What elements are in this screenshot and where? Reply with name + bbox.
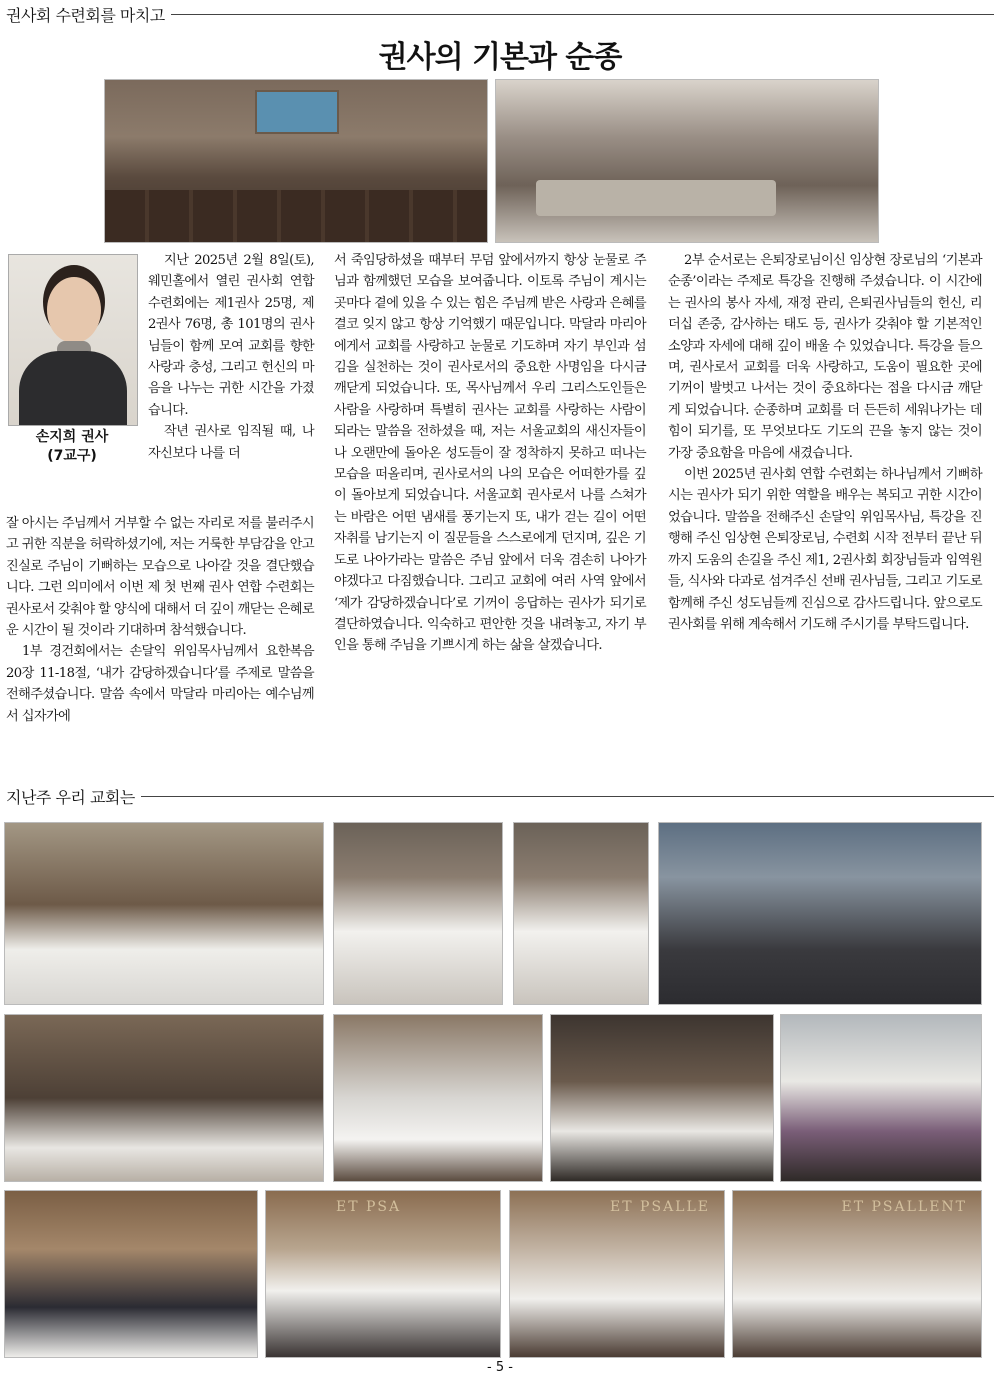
article-col3 (668, 250, 982, 635)
photo-infant-baptism-5 (265, 1190, 501, 1358)
photo-infant-baptism-7 (732, 1190, 982, 1358)
photo-meal-time (495, 79, 879, 243)
photo-infant-baptism-2 (550, 1014, 774, 1182)
wall-inscription: ET PSA (336, 1199, 402, 1215)
paragraph: 지난 2025년 2월 8일(토), 웨민홀에서 열린 권사회 연합 수련회에는 제1권사 25명, 제2권사 76명, 총 101명의 권사님들이 함께 모여 교회를 향한 사랑과 충성, 그리고 헌신의 마음을 나누는 귀한 시간을 가졌습니다. (148, 253, 314, 418)
section-label: 지난주 우리 교회는 (6, 787, 135, 807)
author-group: (7교구) (47, 448, 97, 464)
author-portrait (8, 254, 138, 426)
photo-infant-baptism-3 (780, 1014, 982, 1182)
page-number: - 5 - (487, 1360, 513, 1375)
hall-screen (255, 90, 339, 134)
portrait-jacket (19, 351, 127, 426)
section-header-last-week (6, 784, 994, 808)
article-col2 (334, 250, 646, 657)
photo-infant-baptism-1 (333, 1014, 543, 1182)
section-rule (171, 14, 994, 15)
photo-congregation-standing (4, 1014, 324, 1182)
article-title: 권사의 기본과 순종 (378, 40, 622, 75)
photo-baptism-2 (513, 822, 649, 1005)
paragraph: 작년 권사로 임직될 때, 나 자신보다 나를 더 (148, 424, 314, 461)
author-caption (8, 428, 136, 466)
section-label: 권사회 수련회를 마치고 (6, 5, 165, 25)
author-name: 손지희 권사 (35, 429, 109, 445)
photo-confirmation-vows (4, 822, 324, 1005)
section-header-retreat (6, 2, 994, 26)
photo-infant-baptism-6 (509, 1190, 725, 1358)
meal-table (536, 180, 776, 216)
photo-infant-baptism-4 (4, 1190, 258, 1358)
article-col1-full (6, 513, 314, 727)
article-col1-wrap (148, 250, 314, 464)
section-rule (141, 796, 994, 797)
wall-inscription: ET PSALLENT (841, 1199, 967, 1215)
photo-baptism-1 (333, 822, 503, 1005)
paragraph: 2부 순서로는 은퇴장로님이신 임상현 장로님의 ‘기본과 순종’이라는 주제로 특강을 진행해 주셨습니다. 이 시간에는 권사의 봉사 자세, 재정 관리, 은퇴권사님들의 헌신, 리더십 존중, 감사하는 태도 등, 권사가 갖춰야 할 기본적인 소양과 자세에 대해 깊이 배울 수 있었습니다. 특강을 들으며, 권사로서 교회를 더욱 사랑하고, 도움이 필요한 곳에 기꺼이 발벗고 나서는 것이 중요하다는 점을 다시금 깨닫게 되었습니다. 순종하며 교회를 더 든든히 세워나가는 데 힘이 되기를, 또 무엇보다도 기도의 끈을 놓지 않는 것이 가장 중요함을 마음에 새겼습니다. (668, 253, 982, 461)
wall-inscription: ET PSALLE (610, 1199, 710, 1215)
paragraph: 서 죽임당하셨을 때부터 무덤 앞에서까지 항상 눈물로 주님과 함께했던 모습을 보여줍니다. 이토록 주님이 계시는 곳마다 곁에 있을 수 있는 힘은 주님께 받은 사랑과 은혜를 결코 잊지 않고 항상 기억했기 때문입니다. 막달라 마리아에게서 교회를 사랑하고 눈물로 기도하며 자기 부인과 섬김을 실천하는 것이 권사로서의 중요한 사명임을 다시금 깨닫게 되었습니다. 또, 목사님께서 우리 그리스도인들은 사람을 사랑하며 특별히 권사는 교회를 사랑하는 사람이 되라는 말씀을 전하셨을 때, 저는 서울교회의 새신자들이나 오랜만에 돌아온 성도들이 잘 정착하지 못하고 떠나는 모습을 떠올리며, 권사로서의 나의 모습은 어떠한가를 깊이 돌아보게 되었습니다. 서울교회 권사로서 나를 스쳐가는 바람은 어떤 냄새를 풍기는지 또, 내가 걷는 길이 어떤 자취를 남기는지 이 질문들을 스스로에게 던지며, 깊은 기도로 나아가라는 말씀은 주님 앞에서 더욱 겸손히 나아가야겠다고 다짐했습니다. 그리고 교회에 여러 사역 앞에서 ‘제가 감당하겠습니다’로 기꺼이 응답하는 권사가 되기로 결단하였습니다. 익숙하고 편안한 것을 내려놓고, 자기 부인을 통해 주님을 기쁘시게 하는 삶을 살겠습니다. (334, 253, 646, 654)
paragraph: 이번 2025년 권사회 연합 수련회는 하나님께서 기뻐하시는 권사가 되기 위한 역할을 배우는 복되고 귀한 시간이었습니다. 말씀을 전해주신 손달익 위임목사님, 특강을 진행해 주신 임상현 은퇴장로님, 수련회 시작 전부터 끝난 뒤까지 도움의 손길을 주신 제1, 2권사회 회장님들과 임역원들, 식사와 다과로 섬겨주신 선배 권사님들, 그리고 기도로 함께해 주신 성도님들께 진심으로 감사드립니다. 앞으로도 권사회를 위해 계속해서 기도해 주시기를 부탁드립니다. (668, 467, 982, 632)
paragraph: 잘 아시는 주님께서 거부할 수 없는 자리로 저를 불러주시고 귀한 직분을 허락하셨기에, 저는 거룩한 부담감을 안고 진실로 주님이 기뻐하는 모습으로 나아갈 것을 결단했습니다. 그런 의미에서 이번 제 첫 번째 권사 연합 수련회는 권사로서 갖춰야 할 양식에 대해서 더 깊이 깨닫는 은혜로운 시간이 될 것이라 기대하며 참석했습니다. (6, 516, 314, 639)
photo-youth-confirmation (658, 822, 982, 1005)
portrait-face (47, 277, 101, 343)
photo-worship-hall (104, 79, 488, 243)
hall-pews (105, 190, 488, 243)
paragraph: 1부 경건회에서는 손달익 위임목사님께서 요한복음 20장 11-18절, ‘내가 감당하겠습니다’를 주제로 말씀을 전해주셨습니다. 말씀 속에서 막달라 마리아는 예수님께서 십자가에 (6, 644, 314, 724)
